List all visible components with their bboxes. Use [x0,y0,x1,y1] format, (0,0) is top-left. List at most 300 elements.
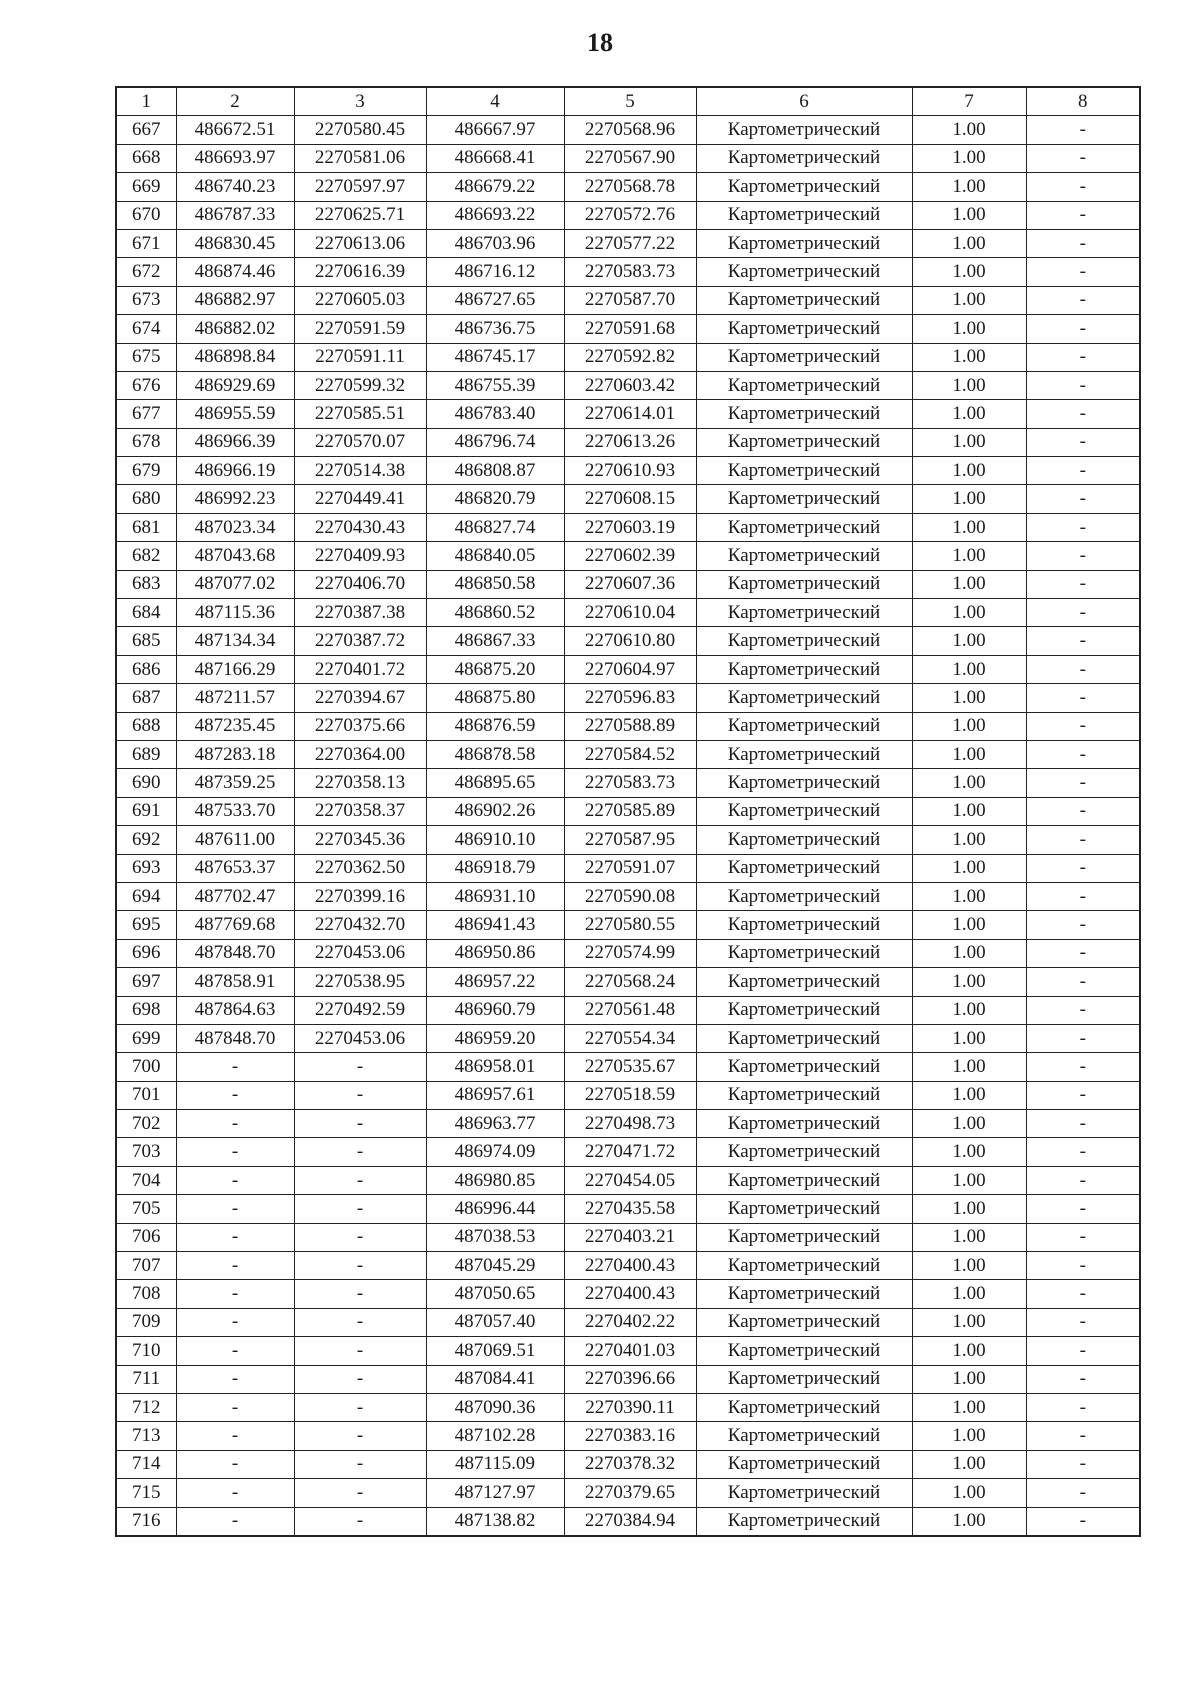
page-number: 18 [587,28,613,57]
table-cell: 486860.52 [426,599,564,627]
table-cell: 687 [116,684,176,712]
table-row [116,599,1140,627]
table-cell: 487858.91 [176,968,294,996]
table-cell: 2270400.43 [564,1252,696,1280]
column-header-2: 2 [176,87,294,116]
table-cell: Картометрический [696,173,912,201]
table-cell: Картометрический [696,1223,912,1251]
table-cell: 486716.12 [426,258,564,286]
table-cell: 487084.41 [426,1365,564,1393]
table-cell: 486808.87 [426,457,564,485]
table-cell: Картометрический [696,939,912,967]
table-cell: - [1026,1450,1140,1478]
table-cell: 486958.01 [426,1053,564,1081]
table-cell: 699 [116,1024,176,1052]
table-cell: 487848.70 [176,1024,294,1052]
table-cell: Картометрический [696,1081,912,1109]
table-cell: 2270590.08 [564,882,696,910]
table-cell: 487864.63 [176,996,294,1024]
table-cell: 486992.23 [176,485,294,513]
table-cell: 710 [116,1337,176,1365]
table-cell: - [1026,1308,1140,1336]
table-cell: 1.00 [912,201,1026,229]
table-cell: 2270597.97 [294,173,426,201]
table-cell: 2270401.72 [294,655,426,683]
table-cell: 2270585.51 [294,400,426,428]
table-cell: 701 [116,1081,176,1109]
table-cell: Картометрический [696,400,912,428]
table-cell: 672 [116,258,176,286]
table-cell: 694 [116,882,176,910]
table-cell: Картометрический [696,1166,912,1194]
table-row [116,1280,1140,1308]
table-cell: 711 [116,1365,176,1393]
table-cell: 706 [116,1223,176,1251]
table-row [116,1252,1140,1280]
table-cell: - [294,1110,426,1138]
table-cell: - [1026,1337,1140,1365]
table-cell: 487848.70 [176,939,294,967]
table-cell: - [1026,740,1140,768]
table-cell: - [176,1223,294,1251]
table-cell: 486840.05 [426,542,564,570]
table-cell: 679 [116,457,176,485]
table-cell: 486693.22 [426,201,564,229]
table-cell: 2270514.38 [294,457,426,485]
table-cell: - [1026,343,1140,371]
table-cell: 486727.65 [426,286,564,314]
table-cell: 1.00 [912,286,1026,314]
table-cell: 707 [116,1252,176,1280]
table-cell: 1.00 [912,1308,1026,1336]
column-header-5: 5 [564,87,696,116]
table-cell: 2270401.03 [564,1337,696,1365]
table-cell: Картометрический [696,371,912,399]
table-row [116,882,1140,910]
table-cell: 486966.19 [176,457,294,485]
table-cell: 2270403.21 [564,1223,696,1251]
table-row [116,400,1140,428]
table-cell: 680 [116,485,176,513]
table-cell: 2270580.55 [564,911,696,939]
table-cell: 1.00 [912,1365,1026,1393]
table-cell: 695 [116,911,176,939]
table-row [116,1138,1140,1166]
table-cell: 2270387.38 [294,599,426,627]
table-cell: Картометрический [696,627,912,655]
table-row [116,1337,1140,1365]
table-cell: 1.00 [912,684,1026,712]
table-cell: Картометрический [696,1252,912,1280]
table-cell: 2270603.19 [564,513,696,541]
table-cell: - [294,1223,426,1251]
table-row [116,144,1140,172]
table-cell: 486882.02 [176,315,294,343]
table-cell: 714 [116,1450,176,1478]
table-cell: 691 [116,797,176,825]
table-cell: 486736.75 [426,315,564,343]
table-cell: Картометрический [696,797,912,825]
table-row [116,939,1140,967]
table-row [116,570,1140,598]
table-cell: Картометрический [696,485,912,513]
table-row [116,542,1140,570]
table-cell: 1.00 [912,854,1026,882]
table-cell: 2270585.89 [564,797,696,825]
table-cell: 487359.25 [176,769,294,797]
table-cell: 2270379.65 [564,1479,696,1507]
table-cell: 704 [116,1166,176,1194]
table-cell: 486850.58 [426,570,564,598]
table-cell: 1.00 [912,655,1026,683]
table-cell: 2270383.16 [564,1422,696,1450]
table-cell: 682 [116,542,176,570]
table-cell: 2270605.03 [294,286,426,314]
table-body [116,116,1140,1536]
table-cell: 700 [116,1053,176,1081]
table-cell: 709 [116,1308,176,1336]
table-cell: 713 [116,1422,176,1450]
table-cell: 2270580.45 [294,116,426,144]
table-cell: 486668.41 [426,144,564,172]
table-cell: 1.00 [912,1110,1026,1138]
table-cell: - [1026,627,1140,655]
table-cell: 1.00 [912,1337,1026,1365]
table-cell: - [176,1365,294,1393]
table-cell: - [294,1422,426,1450]
table-cell: 673 [116,286,176,314]
table-cell: - [294,1280,426,1308]
table-cell: 486787.33 [176,201,294,229]
table-cell: 486830.45 [176,229,294,257]
table-cell: - [1026,684,1140,712]
table-row [116,485,1140,513]
table-cell: 486876.59 [426,712,564,740]
table-cell: 2270614.01 [564,400,696,428]
table-cell: 2270432.70 [294,911,426,939]
table-cell: 1.00 [912,797,1026,825]
table-cell: 486955.59 [176,400,294,428]
table-cell: - [176,1479,294,1507]
table-row [116,740,1140,768]
table-cell: - [1026,258,1140,286]
table-cell: Картометрический [696,1138,912,1166]
table-cell: 487045.29 [426,1252,564,1280]
table-cell: 1.00 [912,1252,1026,1280]
table-cell: 1.00 [912,1479,1026,1507]
table-row [116,996,1140,1024]
table-row [116,343,1140,371]
table-cell: - [1026,996,1140,1024]
table-cell: - [176,1308,294,1336]
table-row [116,1223,1140,1251]
table-cell: 2270572.76 [564,201,696,229]
table-cell: Картометрический [696,911,912,939]
table-cell: 2270554.34 [564,1024,696,1052]
table-cell: 2270587.70 [564,286,696,314]
column-header-6: 6 [696,87,912,116]
table-cell: 487069.51 [426,1337,564,1365]
table-cell: 2270588.89 [564,712,696,740]
table-cell: 2270435.58 [564,1195,696,1223]
table-cell: 486910.10 [426,826,564,854]
table-cell: 669 [116,173,176,201]
table-cell: 2270591.59 [294,315,426,343]
column-header-1: 1 [116,87,176,116]
table-cell: 2270384.94 [564,1507,696,1536]
table-cell: 2270471.72 [564,1138,696,1166]
table-cell: 487115.09 [426,1450,564,1478]
table-cell: 487043.68 [176,542,294,570]
table-row [116,1053,1140,1081]
table-cell: 2270409.93 [294,542,426,570]
table-cell: 1.00 [912,258,1026,286]
table-cell: 486693.97 [176,144,294,172]
table-cell: - [1026,599,1140,627]
table-cell: - [1026,655,1140,683]
table-cell: 1.00 [912,996,1026,1024]
table-cell: 487533.70 [176,797,294,825]
table-cell: Картометрический [696,343,912,371]
table-cell: 1.00 [912,173,1026,201]
table-row [116,1024,1140,1052]
table-cell: 702 [116,1110,176,1138]
table-cell: - [176,1280,294,1308]
table-cell: 486796.74 [426,428,564,456]
table-cell: 2270453.06 [294,939,426,967]
table-cell: Картометрический [696,1393,912,1421]
table-cell: 2270402.22 [564,1308,696,1336]
table-cell: Картометрический [696,144,912,172]
table-cell: 684 [116,599,176,627]
table-row [116,769,1140,797]
table-row [116,173,1140,201]
table-row [116,371,1140,399]
table-cell: Картометрический [696,457,912,485]
table-cell: 486966.39 [176,428,294,456]
table-cell: 689 [116,740,176,768]
table-cell: 2270591.07 [564,854,696,882]
table-cell: - [1026,854,1140,882]
table-cell: 2270390.11 [564,1393,696,1421]
table-cell: 692 [116,826,176,854]
table-cell: Картометрический [696,1110,912,1138]
table-cell: 486980.85 [426,1166,564,1194]
table-cell: - [1026,1166,1140,1194]
table-cell: 2270453.06 [294,1024,426,1052]
table-cell: - [176,1195,294,1223]
table-cell: - [1026,797,1140,825]
table-cell: 2270568.24 [564,968,696,996]
table-cell: 688 [116,712,176,740]
table-cell: - [1026,315,1140,343]
table-cell: 486902.26 [426,797,564,825]
table-cell: 715 [116,1479,176,1507]
table-cell: 2270449.41 [294,485,426,513]
table-cell: Картометрический [696,570,912,598]
table-cell: 2270583.73 [564,769,696,797]
table-cell: 683 [116,570,176,598]
table-cell: 487138.82 [426,1507,564,1536]
table-cell: 486898.84 [176,343,294,371]
table-cell: 1.00 [912,627,1026,655]
table-cell: 486875.80 [426,684,564,712]
table-cell: 486895.65 [426,769,564,797]
table-cell: 675 [116,343,176,371]
table-cell: - [1026,400,1140,428]
table-cell: 670 [116,201,176,229]
table-cell: 1.00 [912,144,1026,172]
table-cell: 486745.17 [426,343,564,371]
table-cell: 487038.53 [426,1223,564,1251]
table-cell: 1.00 [912,1280,1026,1308]
table-row [116,854,1140,882]
table-row [116,457,1140,485]
table-cell: 1.00 [912,513,1026,541]
table-cell: - [294,1053,426,1081]
table-row [116,911,1140,939]
table-cell: 487769.68 [176,911,294,939]
table-cell: 2270616.39 [294,258,426,286]
table-cell: Картометрический [696,655,912,683]
table-cell: 486963.77 [426,1110,564,1138]
table-row [116,1081,1140,1109]
table-cell: 486679.22 [426,173,564,201]
table-cell: 486740.23 [176,173,294,201]
table-cell: - [1026,371,1140,399]
table-cell: - [1026,1138,1140,1166]
table-cell: 705 [116,1195,176,1223]
table-cell: 486931.10 [426,882,564,910]
table-row [116,315,1140,343]
table-cell: 487235.45 [176,712,294,740]
table-cell: 486960.79 [426,996,564,1024]
table-cell: 676 [116,371,176,399]
table-cell: - [1026,286,1140,314]
table-cell: - [1026,144,1140,172]
table-cell: 2270596.83 [564,684,696,712]
table-cell: 1.00 [912,229,1026,257]
table-cell: 2270492.59 [294,996,426,1024]
table-cell: 487134.34 [176,627,294,655]
table-cell: - [294,1195,426,1223]
table-cell: - [1026,485,1140,513]
table-cell: 1.00 [912,1195,1026,1223]
table-cell: - [1026,1365,1140,1393]
table-cell: 1.00 [912,343,1026,371]
table-cell: 2270358.13 [294,769,426,797]
table-cell: - [1026,173,1140,201]
table-cell: 487057.40 [426,1308,564,1336]
column-header-7: 7 [912,87,1026,116]
table-cell: 2270599.32 [294,371,426,399]
table-cell: 1.00 [912,1450,1026,1478]
table-cell: 486667.97 [426,116,564,144]
table-cell: 1.00 [912,968,1026,996]
table-row [116,1393,1140,1421]
table-row [116,258,1140,286]
table-cell: - [294,1450,426,1478]
table-cell: 486820.79 [426,485,564,513]
table-row [116,627,1140,655]
table-cell: - [1026,457,1140,485]
table-cell: 1.00 [912,826,1026,854]
table-cell: - [176,1053,294,1081]
table-cell: 487166.29 [176,655,294,683]
table-cell: 486867.33 [426,627,564,655]
table-row [116,201,1140,229]
table-cell: Картометрический [696,684,912,712]
table-cell: 2270396.66 [564,1365,696,1393]
table-cell: - [176,1337,294,1365]
table-cell: 486875.20 [426,655,564,683]
table-row [116,712,1140,740]
table-cell: 2270394.67 [294,684,426,712]
table-header-row [116,87,1140,116]
table-cell: 1.00 [912,457,1026,485]
table-cell: 2270604.97 [564,655,696,683]
table-cell: 2270581.06 [294,144,426,172]
table-cell: Картометрический [696,1337,912,1365]
table-cell: 486974.09 [426,1138,564,1166]
table-cell: 696 [116,939,176,967]
table-cell: 2270602.39 [564,542,696,570]
table-cell: 486957.22 [426,968,564,996]
table-row [116,428,1140,456]
table-cell: - [1026,570,1140,598]
table-cell: 2270375.66 [294,712,426,740]
table-cell: 1.00 [912,1081,1026,1109]
table-row [116,1308,1140,1336]
table-cell: Картометрический [696,1507,912,1536]
table-cell: - [1026,826,1140,854]
table-cell: - [1026,428,1140,456]
table-cell: 487050.65 [426,1280,564,1308]
table-cell: - [176,1081,294,1109]
table-cell: 487077.02 [176,570,294,598]
table-cell: 486959.20 [426,1024,564,1052]
table-cell: 2270574.99 [564,939,696,967]
table-cell: - [176,1507,294,1536]
table-cell: - [1026,1053,1140,1081]
table-cell: 2270400.43 [564,1280,696,1308]
table-cell: - [294,1393,426,1421]
table-cell: 2270345.36 [294,826,426,854]
table-cell: 2270608.15 [564,485,696,513]
table-cell: 698 [116,996,176,1024]
table-cell: 2270406.70 [294,570,426,598]
table-row [116,1110,1140,1138]
table-cell: Картометрический [696,315,912,343]
table-cell: 2270570.07 [294,428,426,456]
table-cell: 2270399.16 [294,882,426,910]
table-cell: Картометрический [696,513,912,541]
table-cell: - [294,1337,426,1365]
table-cell: 712 [116,1393,176,1421]
table-cell: Картометрический [696,599,912,627]
table-cell: Картометрический [696,1195,912,1223]
table-cell: 1.00 [912,1024,1026,1052]
table-cell: - [1026,911,1140,939]
table-cell: 487283.18 [176,740,294,768]
table-cell: 681 [116,513,176,541]
table-cell: - [1026,882,1140,910]
table-cell: - [1026,1393,1140,1421]
table-row [116,286,1140,314]
table-cell: 693 [116,854,176,882]
table-cell: 487611.00 [176,826,294,854]
table-cell: 2270535.67 [564,1053,696,1081]
